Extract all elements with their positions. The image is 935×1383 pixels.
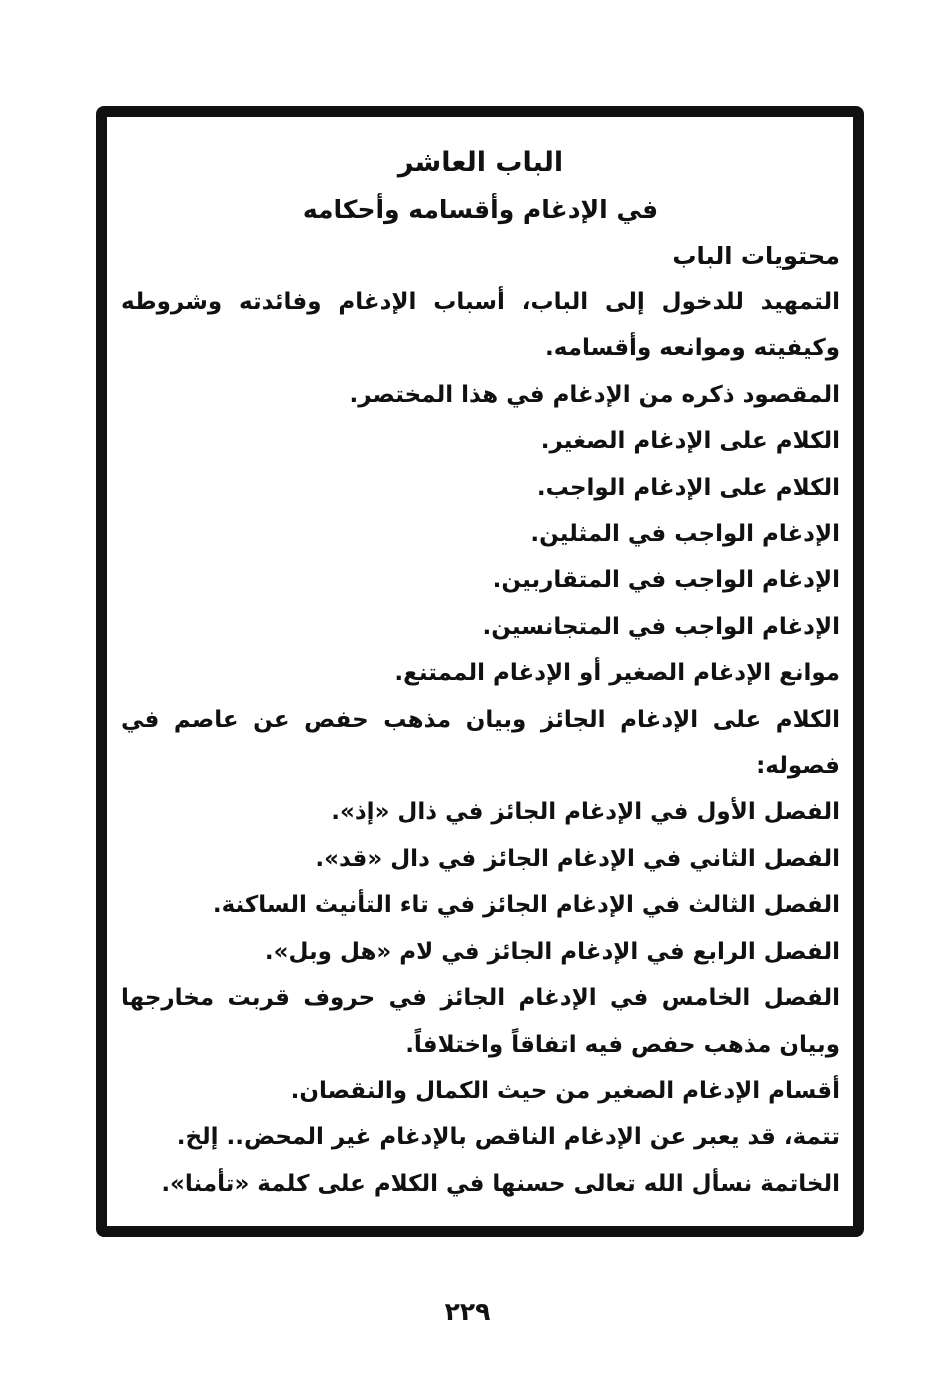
toc-item-types-of-minor: أقسام الإدغام الصغير من حيث الكمال والنقصان.: [290, 1077, 840, 1104]
chapter-title: الباب العاشر: [397, 147, 564, 178]
toc-heading: محتويات الباب: [672, 242, 840, 270]
toc-item-intended-scope: المقصود ذكره من الإدغام في هذا المختصر.: [349, 381, 840, 408]
toc-item-preventions: موانع الإدغام الصغير أو الإدغام الممتنع.: [394, 660, 840, 687]
toc-item-conclusion: الخاتمة نسأل الله تعالى حسنها في الكلام على كلمة «تأمنا».: [161, 1170, 840, 1197]
toc-item-permissible-assimilation: الكلام على الإدغام الجائز وبيان مذهب حفص عن عاصم في فصوله:: [121, 706, 840, 780]
toc-item-section-3: الفصل الثالث في الإدغام الجائز في تاء التأنيث الساكنة.: [212, 892, 840, 919]
toc-item-obligatory-close: الإدغام الواجب في المتقاربين.: [492, 567, 840, 594]
toc-item-section-5: الفصل الخامس في الإدغام الجائز في حروف قربت مخارجها وبيان مذهب حفص فيه اتفاقاً واختلافاً.: [121, 985, 840, 1058]
toc-item-obligatory-homogeneous: الإدغام الواجب في المتجانسين.: [482, 613, 840, 640]
page-number: ٢٢٩: [444, 1297, 491, 1326]
toc-item-section-1: الفصل الأول في الإدغام الجائز في ذال «إذ».: [331, 799, 840, 826]
toc-item-minor-assimilation: الكلام على الإدغام الصغير.: [540, 428, 840, 455]
toc-item-introduction: التمهيد للدخول إلى الباب، أسباب الإدغام وفائدته وشروطه وكيفيته وموانعه وأقسامه.: [121, 289, 840, 362]
chapter-content: [121, 139, 840, 1207]
toc-item-obligatory-identical: الإدغام الواجب في المثلين.: [530, 521, 840, 548]
toc-item-section-4: الفصل الرابع في الإدغام الجائز في لام «هل وبل».: [264, 938, 840, 965]
page-frame: [96, 106, 864, 1237]
toc-item-obligatory-assimilation: الكلام على الإدغام الواجب.: [536, 474, 840, 501]
toc-item-section-2: الفصل الثاني في الإدغام الجائز في دال «قد».: [315, 845, 840, 872]
toc-list: [121, 279, 840, 1207]
toc-item-supplement: تتمة، قد يعبر عن الإدغام الناقص بالإدغام غير المحض.. إلخ.: [176, 1124, 840, 1151]
chapter-subtitle: في الإدغام وأقسامه وأحكامه: [302, 195, 659, 224]
